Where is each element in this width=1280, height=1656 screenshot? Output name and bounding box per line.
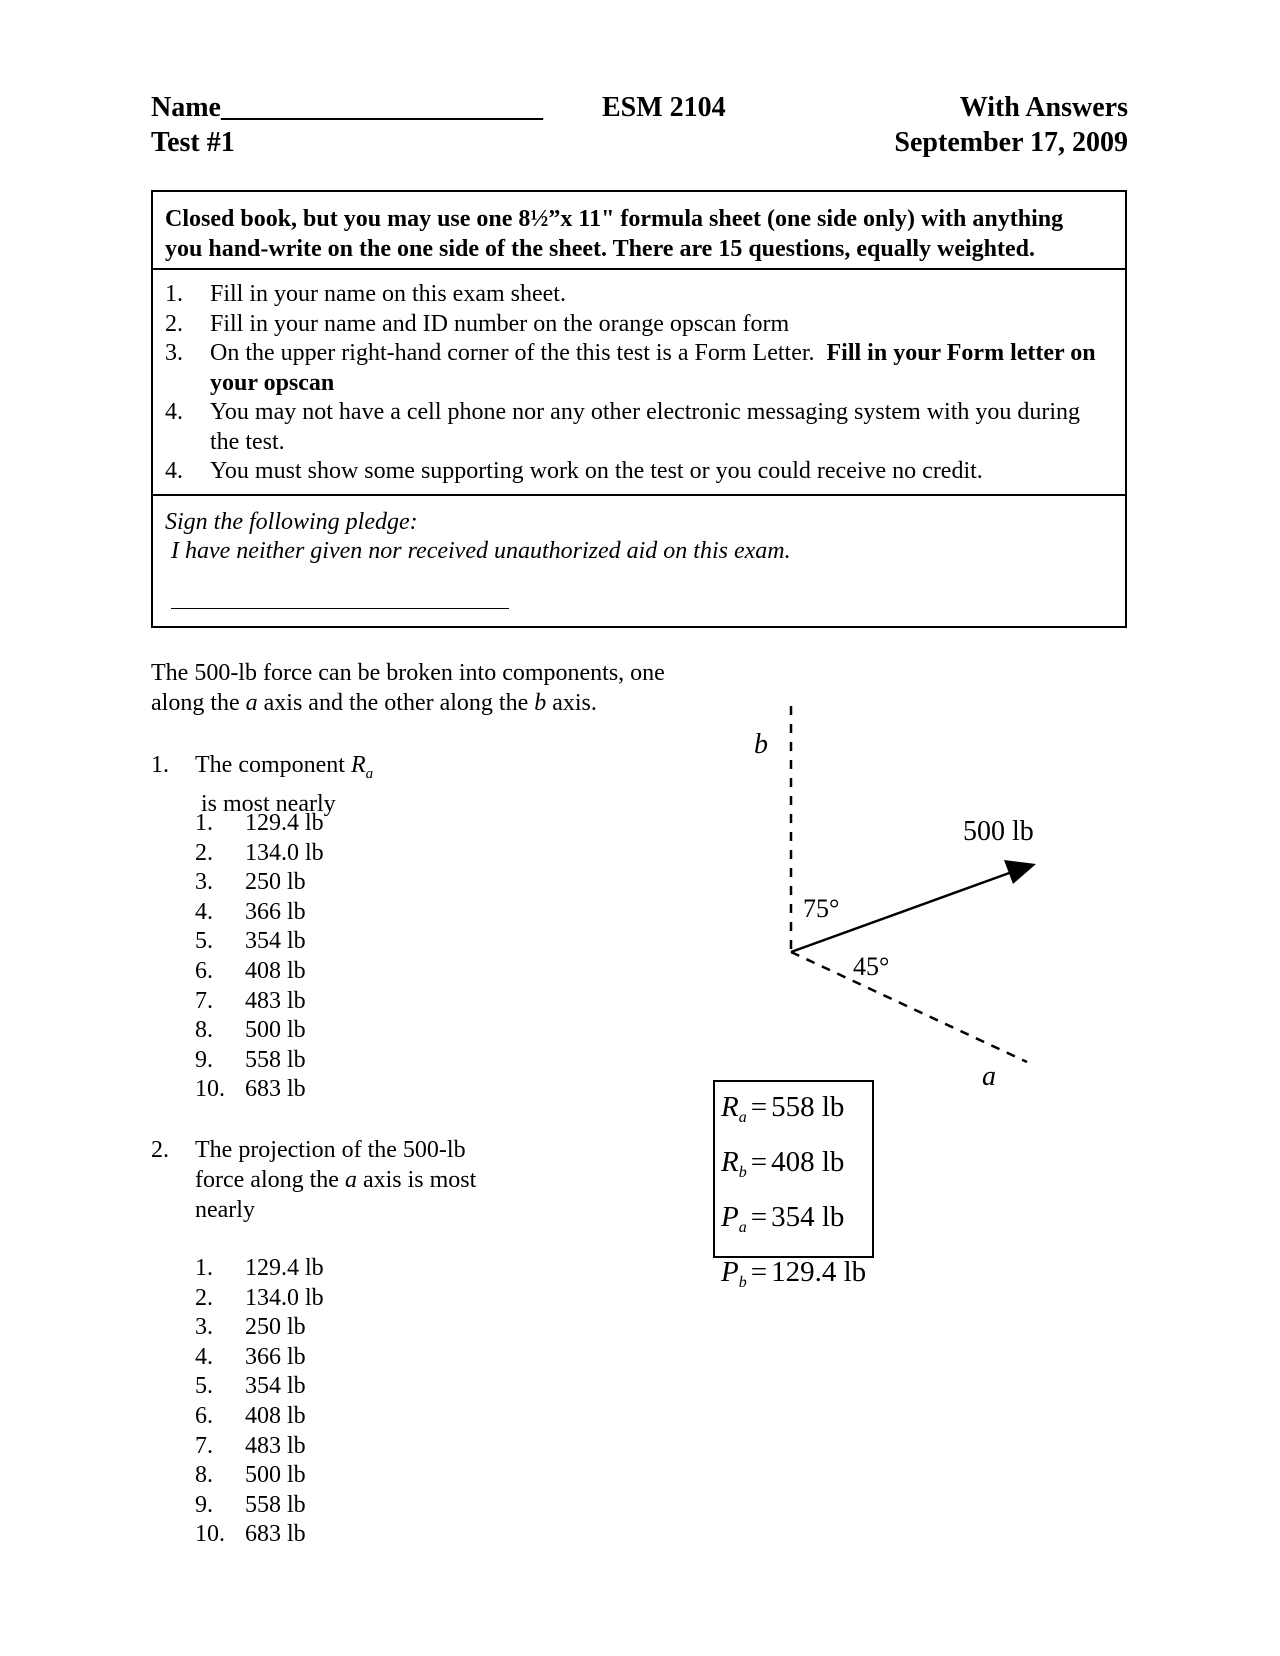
answers-box: [713, 1080, 874, 1291]
answer-choice[interactable]: [195, 987, 324, 1017]
component-symbol: R: [350, 752, 366, 778]
answer-choice[interactable]: [195, 1016, 324, 1046]
header-right: [894, 90, 1128, 160]
a-axis-label: a: [982, 1061, 996, 1092]
answer-symbol: P: [721, 1201, 739, 1233]
answer-equals: =: [750, 1146, 768, 1178]
instruction-item: [163, 280, 1115, 310]
choice-text: 483 lb: [245, 987, 306, 1014]
answer-subscript: a: [738, 1219, 747, 1236]
question-2: [151, 1135, 511, 1225]
choice-number: 2.: [195, 1284, 213, 1311]
force-diagram: [700, 700, 1060, 1100]
question-text-part: The projection of the 500-lb force along the: [195, 1137, 466, 1193]
instruction-text: Fill in your name and ID number on the orange opscan form: [210, 310, 790, 337]
answer-choice[interactable]: [195, 1046, 324, 1076]
answer-row: [721, 1140, 872, 1195]
instruction-number: 1.: [165, 281, 183, 307]
answer-value: 558 lb: [771, 1091, 845, 1123]
choice-number: 9.: [195, 1491, 213, 1518]
a-axis-line: [791, 952, 1027, 1062]
signature-line[interactable]: [171, 584, 509, 609]
choice-text: 250 lb: [245, 1314, 306, 1341]
b-axis-label: b: [754, 729, 768, 760]
choice-text: 134.0 lb: [245, 1284, 324, 1311]
answer-choice[interactable]: [195, 898, 324, 928]
answer-equals: =: [750, 1201, 768, 1233]
angle-a-label: 45°: [853, 952, 890, 981]
choice-text: 558 lb: [245, 1046, 306, 1073]
answer-value: 354 lb: [771, 1201, 845, 1233]
choice-number: 6.: [195, 1402, 213, 1429]
choice-number: 8.: [195, 1462, 213, 1489]
choice-number: 5.: [195, 1373, 213, 1400]
answer-choice[interactable]: [195, 1461, 324, 1491]
answer-choice[interactable]: [195, 1075, 324, 1105]
choice-text: 408 lb: [245, 957, 306, 984]
question-text-part: The component: [195, 752, 351, 778]
intro-axis-b: b: [534, 690, 547, 716]
answer-choice[interactable]: [195, 1491, 324, 1521]
answer-choice[interactable]: [195, 1520, 324, 1550]
question-number: 1.: [151, 752, 169, 778]
answer-choice[interactable]: [195, 1372, 324, 1402]
instruction-text: Fill in your name on this exam sheet.: [210, 281, 566, 307]
question-text-part: axis is most nearly: [195, 1167, 477, 1223]
choice-text: 134.0 lb: [245, 839, 324, 866]
choice-text: 558 lb: [245, 1491, 306, 1518]
answer-value: 408 lb: [771, 1146, 845, 1178]
angle-from-b-label: 75°: [803, 894, 840, 923]
rules-line-1: Closed book, but you may use one 8½”x 11" formula sheet (one side only) with anything: [165, 206, 1064, 232]
force-magnitude-label: 500 lb: [963, 816, 1034, 847]
answer-subscript: b: [738, 1274, 747, 1291]
choice-number: 4.: [195, 898, 213, 925]
choice-number: 1.: [195, 1255, 213, 1281]
choice-text: 129.4 lb: [245, 1255, 324, 1281]
question-axis: a: [344, 1167, 357, 1193]
component-subscript: a: [365, 765, 374, 782]
choice-number: 10.: [195, 1076, 225, 1103]
answer-symbol: R: [721, 1091, 739, 1123]
choice-number: 7.: [195, 987, 213, 1014]
intro-axis-a: a: [245, 690, 258, 716]
answer-choice[interactable]: [195, 1313, 324, 1343]
answer-choice[interactable]: [195, 1284, 324, 1314]
answer-choice[interactable]: [195, 839, 324, 869]
choice-text: 250 lb: [245, 869, 306, 896]
choice-text: 483 lb: [245, 1432, 306, 1459]
test-number: Test #1: [151, 127, 235, 158]
intro-text: The 500-lb force can be broken into components, one along the: [151, 660, 665, 716]
answer-choice[interactable]: [195, 1432, 324, 1462]
answer-choice[interactable]: [195, 1254, 324, 1284]
instruction-list: [163, 280, 1115, 487]
instruction-number: 3.: [165, 340, 183, 366]
pledge-label: Sign the following pledge:: [165, 509, 418, 535]
choice-number: 4.: [195, 1343, 213, 1370]
choice-text: 354 lb: [245, 1373, 306, 1400]
choice-number: 9.: [195, 1046, 213, 1073]
answer-choice[interactable]: [195, 957, 324, 987]
answer-value: 129.4 lb: [771, 1256, 867, 1288]
exam-date: September 17, 2009: [894, 127, 1128, 158]
instruction-list-section: [153, 270, 1125, 496]
choice-text: 129.4 lb: [245, 810, 324, 836]
problem-statement: [151, 658, 711, 718]
exam-rules: [153, 192, 1125, 270]
answer-row: [721, 1085, 872, 1140]
answer-subscript: a: [738, 1109, 747, 1126]
instruction-item: [163, 339, 1115, 398]
answer-choice[interactable]: [195, 1402, 324, 1432]
choice-text: 683 lb: [245, 1076, 306, 1103]
choice-text: 366 lb: [245, 898, 306, 925]
pledge-section: [153, 496, 1125, 626]
answer-equals: =: [750, 1256, 768, 1288]
question-text: [151, 1135, 495, 1225]
answer-symbol: R: [721, 1146, 739, 1178]
instruction-number: 4.: [165, 399, 183, 425]
choice-text: 500 lb: [245, 1017, 306, 1044]
intro-text: axis and the other along the: [257, 690, 535, 716]
header-left: [151, 90, 543, 160]
instruction-number: 2.: [165, 310, 183, 337]
question-text-part: is most nearly: [195, 790, 336, 817]
answer-subscript: b: [738, 1164, 747, 1181]
choice-number: 8.: [195, 1017, 213, 1044]
answer-symbol: P: [721, 1256, 739, 1288]
question-2-choices: [195, 1254, 324, 1550]
rules-line-2: you hand-write on the one side of the sheet. There are 15 questions, equally weighted.: [165, 236, 1036, 262]
name-field: Name_______________________: [151, 92, 543, 123]
answer-row: [721, 1250, 872, 1305]
choice-number: 3.: [195, 1314, 213, 1341]
question-1-choices: [195, 809, 324, 1105]
intro-text: axis.: [546, 690, 597, 716]
choice-number: 7.: [195, 1432, 213, 1459]
choice-number: 2.: [195, 839, 213, 866]
course-title: ESM 2104: [602, 92, 726, 123]
answer-choice[interactable]: [195, 927, 324, 957]
choice-number: 5.: [195, 928, 213, 955]
choice-text: 366 lb: [245, 1343, 306, 1370]
instructions-box: [151, 190, 1127, 628]
pledge-text: I have neither given nor received unauthorized aid on this exam.: [165, 538, 791, 564]
choice-number: 1.: [195, 810, 213, 836]
choice-number: 10.: [195, 1521, 225, 1548]
answer-choice[interactable]: [195, 809, 324, 839]
answer-choice[interactable]: [195, 1343, 324, 1373]
instruction-text: On the upper right-hand corner of the this test is a Form Letter.: [210, 340, 827, 366]
instruction-item: [163, 457, 1115, 487]
choice-text: 408 lb: [245, 1402, 306, 1429]
choice-text: 354 lb: [245, 928, 306, 955]
answer-row: [721, 1195, 872, 1250]
choice-text: 683 lb: [245, 1521, 306, 1548]
choice-number: 6.: [195, 957, 213, 984]
instruction-text: You must show some supporting work on the test or you could receive no credit.: [210, 458, 983, 484]
instruction-item: [163, 398, 1115, 457]
instruction-item: [163, 310, 1115, 340]
version-label: With Answers: [959, 92, 1128, 123]
choice-number: 3.: [195, 869, 213, 896]
question-number: 2.: [151, 1137, 169, 1163]
instruction-bold-text: Fill in your Form letter on your opscan: [210, 340, 1096, 396]
instruction-text: You may not have a cell phone nor any other electronic messaging system with you during the test.: [210, 399, 1081, 455]
choice-text: 500 lb: [245, 1462, 306, 1489]
answer-choice[interactable]: [195, 868, 324, 898]
force-arrowhead-icon: [1004, 860, 1036, 884]
instruction-number: 4.: [165, 458, 183, 484]
answer-equals: =: [750, 1091, 768, 1123]
